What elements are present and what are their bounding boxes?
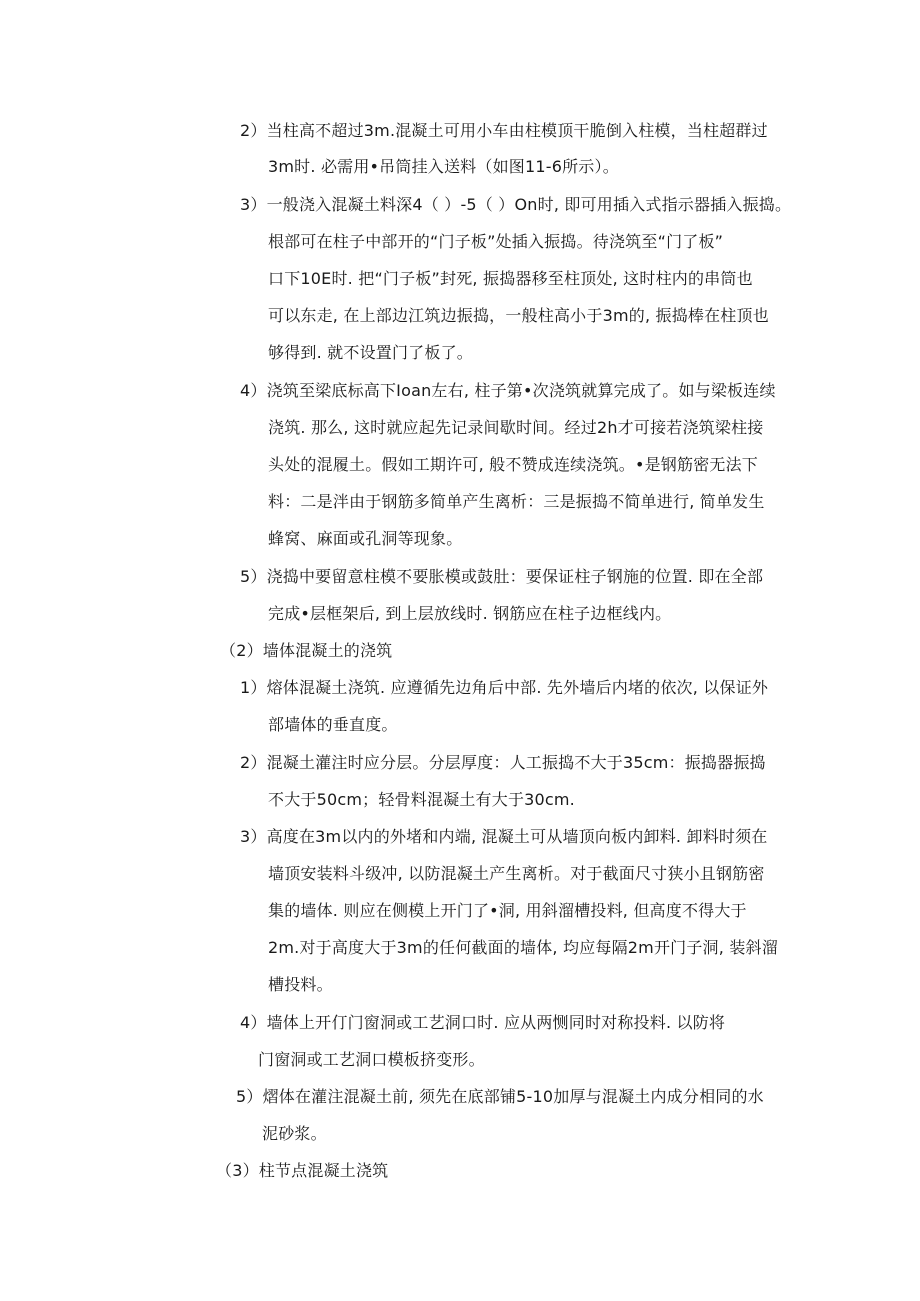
column-item-4-line-1: 4）浇筑至梁底标高下Ioan左右, 柱子第•次浇筑就算完成了。如与梁板连续 <box>240 381 776 400</box>
wall-item-3-line-1: 3）高度在3m以内的外堵和内端, 混凝土可从墙顶向板内卸料. 卸料时须在 <box>240 827 768 846</box>
wall-item-4-line-2: 门窗洞或工艺洞口模板挤变形。 <box>258 1050 485 1069</box>
wall-item-5-line-1: 5）熠体在灌注混凝土前, 须先在底部铺5-10加厚与混凝土内成分相同的水 <box>236 1087 764 1106</box>
column-item-3-line-3: 口下10E时. 把“门子板”封死, 振捣器移至柱顶处, 这时柱内的串筒也 <box>268 269 753 288</box>
wall-item-1-line-2: 部墙体的垂直度。 <box>268 715 398 734</box>
column-item-4-line-5: 蜂窝、麻面或孔洞等现象。 <box>268 529 463 548</box>
wall-item-3-line-5: 槽投料。 <box>268 975 333 994</box>
wall-item-3-line-2: 墙顶安装料斗级冲, 以防混凝土产生离析。对于截面尺寸狭小且钢筋密 <box>268 864 765 883</box>
wall-item-4-line-1: 4）墙体上开仃门窗洞或工艺洞口时. 应从两恻同时对称投料. 以防将 <box>240 1013 726 1032</box>
column-item-3-line-1: 3）一般浇入混凝土料深4（ ）-5（ ）On时, 即可用插入式指示器插入振捣。 <box>240 195 792 214</box>
column-item-3-line-5: 够得到. 就不设置门了板了。 <box>268 343 473 362</box>
column-joint-section-heading: （3）柱节点混凝土浇筑 <box>216 1161 389 1180</box>
column-item-2-line-1: 2）当柱高不超过3m.混凝土可用小车由柱模顶干脆倒入柱模，当柱超群过 <box>240 121 768 140</box>
column-item-5-line-1: 5）浇捣中要留意柱模不要胀模或鼓肚：要保证柱子钢施的位置. 即在全部 <box>240 567 764 586</box>
column-item-4-line-4: 料：二是泮由于钢筋多简单产生离析：三是振捣不简单进行, 简单发生 <box>268 492 765 511</box>
wall-item-5-line-2: 泥砂浆。 <box>262 1124 327 1143</box>
wall-section-heading: （2）墙体混凝土的浇筑 <box>220 641 393 660</box>
wall-item-3-line-3: 集的墙体. 则应在侧模上开门了•洞, 用斜溜槽投料, 但高度不得大于 <box>268 901 747 920</box>
wall-item-3-line-4: 2m.对于高度大于3m的任何截面的墙体, 均应每隔2m开门子洞, 装斜溜 <box>268 938 778 957</box>
wall-item-2-line-1: 2）混凝土灌注时应分层。分层厚度：人工振捣不大于35cm：振捣器振捣 <box>240 753 766 772</box>
column-item-3-line-4: 可以东走, 在上部边江筑边振捣，一般柱高小于3m的, 振捣棒在柱顶也 <box>268 306 769 325</box>
wall-item-2-line-2: 不大于50cm；轻骨料混凝土有大于30cm. <box>268 790 575 809</box>
column-item-5-line-2: 完成•层框架后, 到上层放线时. 钢筋应在柱子边框线内。 <box>268 604 672 623</box>
wall-item-1-line-1: 1）熔体混凝土浇筑. 应遵循先边角后中部. 先外墙后内堵的依次, 以保证外 <box>240 678 769 697</box>
column-item-2-line-2: 3m时. 必需用•吊筒挂入送料（如图11-6所示）。 <box>268 157 619 176</box>
column-item-4-line-3: 头处的混履土。假如工期许可, 般不赞成连续浇筑。•是钢筋密无法下 <box>268 455 759 474</box>
column-item-3-line-2: 根部可在柱子中部开的“门子板”处插入振捣。待浇筑至“门了板” <box>268 232 724 251</box>
column-item-4-line-2: 浇筑. 那么, 这时就应起先记录间歇时间。经过2h才可接若浇筑梁柱接 <box>268 418 764 437</box>
